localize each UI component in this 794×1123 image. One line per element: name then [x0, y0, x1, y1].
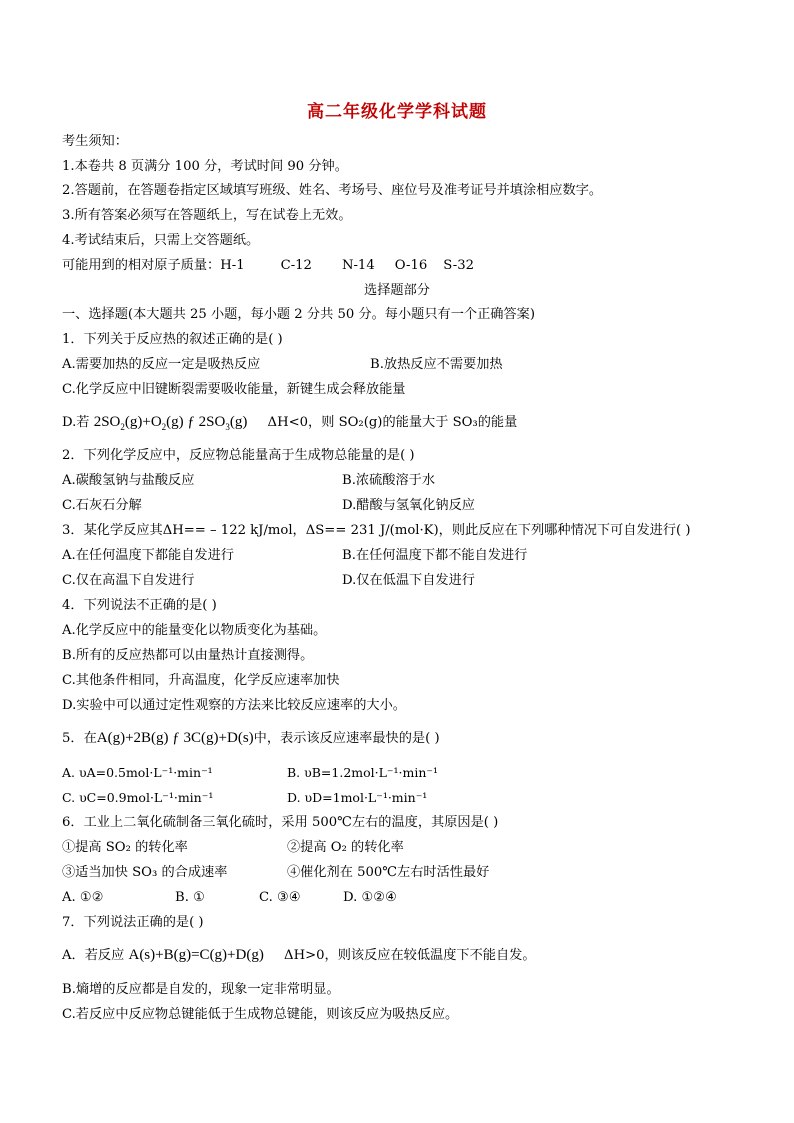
q5-option-d: D. υD=1mol·L⁻¹·min⁻¹ — [287, 790, 428, 805]
q7-option-c: C.若反应中反应物总键能低于生成物总键能，则该反应为吸热反应。 — [62, 1007, 459, 1022]
q7-a-equation: A(s)+B(g)=C(g)+D(g) — [128, 947, 264, 963]
atomic-mass-label: 可能用到的相对原子质量： — [62, 258, 221, 273]
notice-item-3: 3.所有答案必须写在答题纸上，写在试卷上无效。 — [62, 208, 352, 223]
q3-option-a: A.在任何温度下都能自发进行 — [62, 548, 234, 563]
exam-title: 高二年级化学学科试题 — [307, 102, 487, 122]
q4-stem: 4．下列说法不正确的是( ) — [62, 598, 217, 613]
q4-option-c: C.其他条件相同，升高温度，化学反应速率加快 — [62, 673, 340, 688]
q1-stem: 1．下列关于反应热的叙述正确的是( ) — [62, 332, 283, 347]
q2-option-c: C.石灰石分解 — [62, 498, 142, 513]
atomic-mass-h: H-1 — [220, 258, 245, 273]
q4-option-a: A.化学反应中的能量变化以物质变化为基础。 — [62, 623, 327, 638]
q6-item-3: ③适当加快 SO₃ 的合成速率 — [62, 865, 228, 880]
atomic-mass-c: C-12 — [280, 258, 312, 273]
q5-equation: A(g)+2B(g) ƒ 3C(g)+D(s) — [96, 730, 254, 746]
section-title: 选择题部分 — [364, 283, 430, 298]
q2-option-b: B.浓硫酸溶于水 — [342, 473, 436, 488]
q5-option-c: C. υC=0.9mol·L⁻¹·min⁻¹ — [62, 790, 214, 805]
q1-option-b: B.放热反应不需要加热 — [370, 357, 503, 372]
atomic-mass-n: N-14 — [341, 258, 375, 273]
q4-option-b: B.所有的反应热都可以由量热计直接测得。 — [62, 648, 314, 663]
notice-item-4: 4.考试结束后，只需上交答题纸。 — [62, 233, 260, 248]
q1-d-equation: $2SO_2(g)+O_2(g)$ ƒ $2SO_3(g)$ — [93, 414, 248, 432]
atomic-mass-line — [62, 258, 474, 274]
q5-option-b: B. υB=1.2mol·L⁻¹·min⁻¹ — [287, 765, 439, 780]
notice-heading: 考生须知： — [62, 134, 128, 149]
q6-item-1: ①提高 SO₂ 的转化率 — [62, 840, 188, 855]
atomic-mass-o: O-16 — [394, 258, 428, 273]
q3-option-b: B.在任何温度下都不能自发进行 — [342, 548, 528, 563]
q7-option-b: B.熵增的反应都是自发的，现象一定非常明显。 — [62, 982, 340, 997]
q7-a-enthalpy: ΔH>0 — [284, 948, 325, 963]
q6-option-d: D. ①②④ — [343, 890, 397, 905]
q2-stem: 2．下列化学反应中，反应物总能量高于生成物总能量的是( ) — [62, 448, 415, 463]
q1-option-a: A.需要加热的反应一定是吸热反应 — [62, 357, 261, 372]
q2-option-a: A.碳酸氢钠与盐酸反应 — [62, 473, 195, 488]
q6-item-2: ②提高 O₂ 的转化率 — [287, 840, 404, 855]
q6-option-b: B. ① — [175, 890, 205, 905]
q7-stem: 7．下列说法正确的是( ) — [62, 915, 204, 930]
q6-option-c: C. ③④ — [259, 890, 301, 905]
q5-stem: 5．在A(g)+2B(g) ƒ 3C(g)+D(s)中，表示该反应速率最快的是( ) — [62, 730, 440, 746]
q3-option-c: C.仅在高温下自发进行 — [62, 573, 195, 588]
atomic-mass-s: S-32 — [443, 258, 475, 273]
q1-option-c: C.化学反应中旧键断裂需要吸收能量，新键生成会释放能量 — [62, 382, 406, 397]
q1-d-enthalpy: ΔH<0，则 SO₂(g)的能量大于 SO₃的能量 — [267, 415, 518, 430]
q1-option-d — [62, 414, 517, 435]
q6-stem: 6．工业上二氧化硫制备三氧化硫时，采用 500℃左右的温度，其原因是( ) — [62, 815, 499, 830]
q7-option-a: A．若反应 A(s)+B(g)=C(g)+D(g) ΔH>0，则该反应在较低温度下不能自发。 — [62, 947, 536, 963]
q4-option-d: D.实验中可以通过定性观察的方法来比较反应速率的大小。 — [62, 698, 406, 713]
q3-stem: 3．某化学反应其ΔH== – 122 kJ/mol，ΔS== 231 J/(mol·K)，则此反应在下列哪种情况下可自发进行( ) — [62, 523, 691, 538]
q3-option-d: D.仅在低温下自发进行 — [342, 573, 475, 588]
section-instruction: 一、选择题(本大题共 25 小题，每小题 2 分共 50 分。每小题只有一个正确答案) — [62, 307, 536, 322]
q5-option-a: A. υA=0.5mol·L⁻¹·min⁻¹ — [62, 765, 213, 780]
q6-item-4: ④催化剂在 500℃左右时活性最好 — [287, 865, 490, 880]
q1-d-prefix: D.若 — [62, 415, 90, 430]
notice-item-1: 1.本卷共 8 页满分 100 分，考试时间 90 分钟。 — [62, 159, 348, 174]
q2-option-d: D.醋酸与氢氧化钠反应 — [342, 498, 475, 513]
notice-item-2: 2.答题前，在答题卷指定区域填写班级、姓名、考场号、座位号及准考证号并填涂相应数字。 — [62, 183, 603, 198]
q6-option-a: A. ①② — [62, 890, 104, 905]
